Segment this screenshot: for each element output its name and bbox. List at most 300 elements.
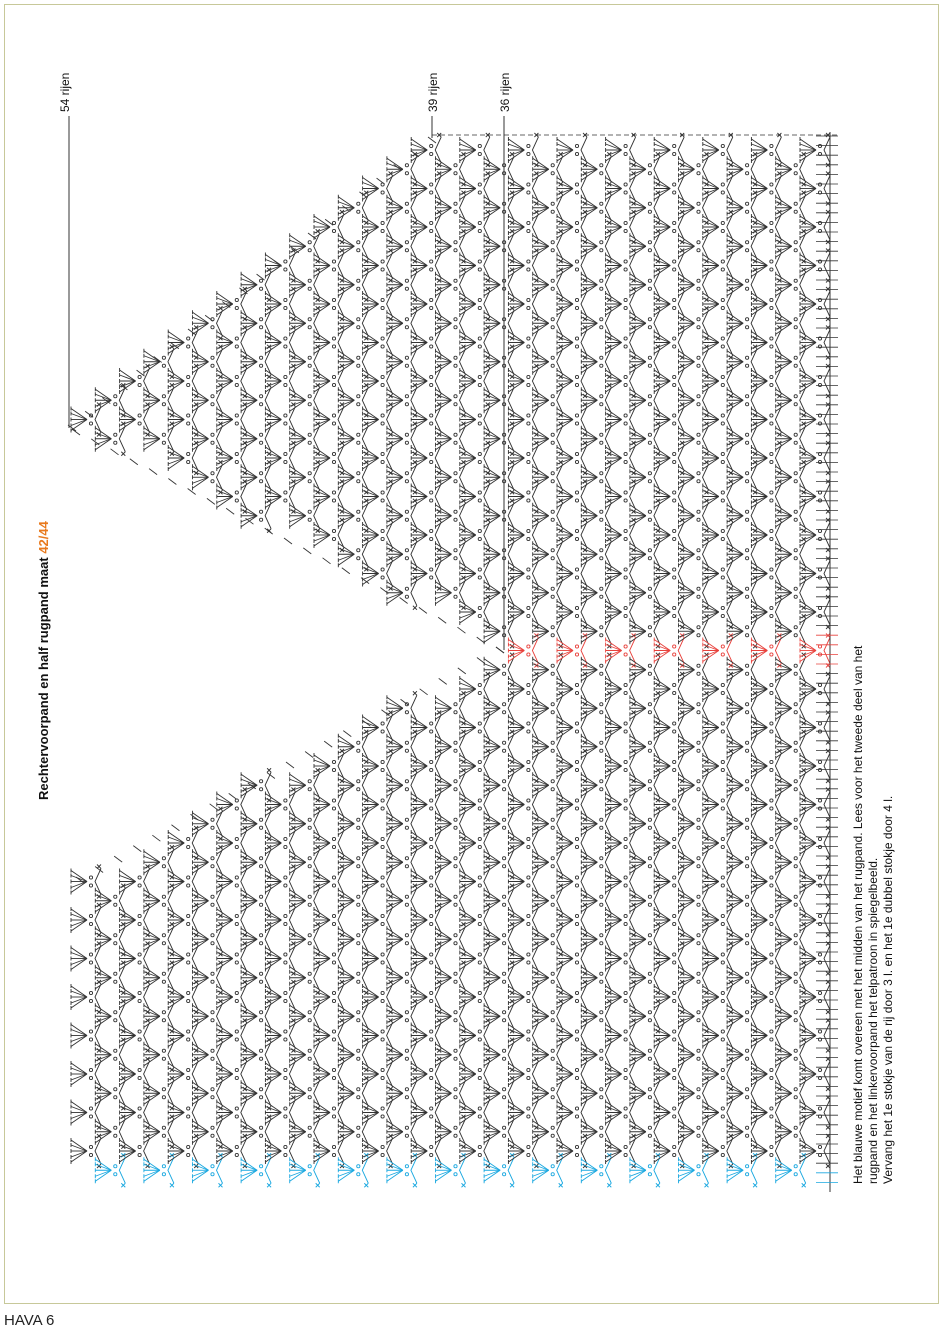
stitch-motif [363,865,393,899]
stitch-motif [484,1076,514,1110]
stitch-motif [460,749,490,783]
stitch-motif [217,942,247,976]
stitch-motif [776,807,806,841]
stitch-motif [606,1019,636,1053]
stitch-motif [776,961,806,995]
stitch-motif [363,480,393,514]
stitch-motif [727,460,757,494]
stitch-motif [338,807,368,841]
stitch-motif [800,249,830,283]
stitch-motif [630,152,660,186]
stitch-motif [776,845,806,879]
stitch-motif [290,845,320,879]
stitch-motif [436,1038,466,1072]
stitch-motif [630,884,660,918]
stitch-motif [363,557,393,591]
stitch-motif [654,903,684,937]
stitch-motif [241,268,271,302]
stitch-motif [460,672,490,706]
chart-title-size: 42/44 [36,521,51,554]
stitch-motif [751,980,781,1014]
stitch-motif [800,172,830,206]
stitch-motif [727,884,757,918]
stitch-motif [460,249,490,283]
stitch-motif [484,268,514,302]
stitch-motif [411,1057,441,1091]
stitch-motif [654,942,684,976]
stitch-motif [654,210,684,244]
stitch-motif [314,1057,344,1091]
stitch-motif [265,942,295,976]
stitch-motif [217,1134,247,1168]
stitch-motif [679,460,709,494]
stitch-motif [241,1076,271,1110]
stitch-motif [265,326,295,360]
stitch-motif [654,1057,684,1091]
stitch-motif [460,1057,490,1091]
stitch-motif [241,884,271,918]
stitch-motif [606,672,636,706]
stitch-motif [484,229,514,263]
stitch-motif [460,364,490,398]
stitch-motif [265,788,295,822]
stitch-motif [241,499,271,533]
stitch-motif [411,518,441,552]
stitch-motif [606,980,636,1014]
stitch-motif [168,326,198,360]
stitch-motif [654,788,684,822]
stitch-motif [71,903,101,937]
stitch-motif [557,210,587,244]
stitch-motif [436,691,466,725]
stitch-motif [630,807,660,841]
stitch-motif [508,441,538,475]
stitch-motif [314,980,344,1014]
stitch-motif [703,403,733,437]
stitch-motif [217,441,247,475]
stitch-motif [727,807,757,841]
stitch-motif [314,403,344,437]
stitch-motif [751,287,781,321]
edge-mark [343,731,351,737]
stitch-motif [290,229,320,263]
stitch-motif [751,634,781,668]
stitch-motif [314,826,344,860]
stitch-motif [727,768,757,802]
stitch-motif [751,788,781,822]
stitch-motif [581,191,611,225]
stitch-motif [508,749,538,783]
edge-mark [133,846,141,852]
edge-mark [152,835,160,841]
stitch-motif [411,1019,441,1053]
stitch-motif [508,865,538,899]
stitch-motif [606,1134,636,1168]
stitch-motif [95,1038,125,1072]
stitch-motif [411,287,441,321]
stitch-motif [144,1076,174,1110]
stitch-motif [484,1115,514,1149]
stitch-motif [193,460,223,494]
stitch-motif [460,942,490,976]
stitch-motif [533,1076,563,1110]
stitch-motif [168,364,198,398]
stitch-motif [387,768,417,802]
stitch-motif [581,1153,611,1187]
stitch-motif [533,884,563,918]
stitch-motif [338,730,368,764]
stitch-motif [193,1153,223,1187]
stitch-motif [120,980,150,1014]
stitch-motif [460,557,490,591]
stitch-motif [679,383,709,417]
stitch-motif [120,1096,150,1130]
stitch-motif [120,942,150,976]
stitch-motif [217,480,247,514]
stitch-motif [484,1038,514,1072]
stitch-motif [387,345,417,379]
stitch-motif-grid [68,133,830,1187]
stitch-motif [654,403,684,437]
stitch-motif [727,999,757,1033]
stitch-motif [654,1096,684,1130]
stitch-motif [630,922,660,956]
stitch-motif [387,922,417,956]
stitch-motif [484,383,514,417]
stitch-motif [800,672,830,706]
edge-mark [188,488,196,494]
stitch-motif [95,1115,125,1149]
stitch-motif [265,903,295,937]
stitch-motif [217,287,247,321]
stitch-motif [606,1057,636,1091]
stitch-motif [800,480,830,514]
stitch-motif [679,845,709,879]
stitch-motif [557,595,587,629]
stitch-motif [703,172,733,206]
stitch-motif [290,460,320,494]
stitch-motif [363,1019,393,1053]
stitch-motif [630,1115,660,1149]
stitch-motif [338,1076,368,1110]
stitch-motif [144,961,174,995]
stitch-motif [314,903,344,937]
stitch-motif [193,884,223,918]
stitch-motif [679,653,709,687]
stitch-motif [679,614,709,648]
stitch-motif [581,268,611,302]
stitch-motif [290,999,320,1033]
stitch-motif [193,345,223,379]
stitch-motif [776,768,806,802]
stitch-motif [193,1038,223,1072]
note-line-3: Vervang het 1e stokje van de rij door 3 l. en het 1e dubbel stokje door 4 l. [881,795,895,1184]
stitch-motif [120,1057,150,1091]
stitch-motif [290,922,320,956]
stitch-motif [751,403,781,437]
stitch-motif [581,1038,611,1072]
stitch-motif [338,884,368,918]
stitch-motif [703,980,733,1014]
stitch-motif [436,961,466,995]
stitch-motif [363,249,393,283]
stitch-motif [630,229,660,263]
stitch-motif [241,845,271,879]
stitch-motif [703,518,733,552]
stitch-motif [533,268,563,302]
stitch-motif [557,287,587,321]
stitch-motif [679,922,709,956]
stitch-motif [557,672,587,706]
stitch-motif [533,614,563,648]
stitch-motif [436,807,466,841]
stitch-motif [533,345,563,379]
stitch-motif [71,865,101,899]
stitch-motif [168,1096,198,1130]
stitch-motif [606,903,636,937]
stitch-motif [484,614,514,648]
stitch-motif [144,1038,174,1072]
stitch-motif [630,576,660,610]
stitch-motif [144,845,174,879]
stitch-motif [533,306,563,340]
stitch-motif [679,1115,709,1149]
edge-mark [303,548,311,554]
stitch-motif [581,999,611,1033]
stitch-motif [533,152,563,186]
stitch-motif [265,441,295,475]
edge-mark [420,689,428,695]
stitch-motif [193,1115,223,1149]
stitch-motif [679,191,709,225]
stitch-motif [387,1115,417,1149]
stitch-motif [508,287,538,321]
stitch-motif [800,403,830,437]
stitch-motif [800,903,830,937]
stitch-motif [557,826,587,860]
stitch-motif [363,826,393,860]
stitch-motif [508,1096,538,1130]
edge-mark [188,329,196,335]
edge-mark [226,508,234,514]
stitch-motif [606,595,636,629]
stitch-motif [290,268,320,302]
stitch-motif [411,788,441,822]
stitch-motif [800,711,830,745]
stitch-motif [241,1115,271,1149]
stitch-motif [800,980,830,1014]
stitch-motif [241,1153,271,1187]
stitch-motif [606,518,636,552]
stitch-motif [290,383,320,417]
stitch-motif [776,460,806,494]
stitch-motif [776,999,806,1033]
stitch-motif [727,1038,757,1072]
stitch-motif [363,172,393,206]
stitch-motif [508,711,538,745]
stitch-motif [679,229,709,263]
stitch-motif [193,961,223,995]
stitch-motif [387,383,417,417]
edge-mark [458,668,466,674]
stitch-motif [144,884,174,918]
stitch-motif [168,903,198,937]
edge-mark [284,538,292,544]
stitch-motif [338,922,368,956]
stitch-motif [241,922,271,956]
stitch-motif [508,903,538,937]
edge-mark [419,607,427,613]
stitch-motif [703,480,733,514]
stitch-motif [727,1076,757,1110]
stitch-motif [776,499,806,533]
stitch-motif [606,826,636,860]
stitch-motif [387,576,417,610]
stitch-motif [387,807,417,841]
stitch-motif [776,383,806,417]
stitch-motif [314,1096,344,1130]
stitch-motif [654,865,684,899]
stitch-motif [630,268,660,302]
stitch-motif [265,1096,295,1130]
stitch-motif [436,152,466,186]
stitch-motif [508,133,538,167]
stitch-motif [703,1019,733,1053]
stitch-motif [654,672,684,706]
stitch-motif [411,1096,441,1130]
stitch-motif [776,191,806,225]
edge-mark [171,825,179,831]
edge-mark [477,637,485,643]
stitch-motif [727,422,757,456]
stitch-motif [606,403,636,437]
stitch-motif [533,653,563,687]
stitch-motif [193,845,223,879]
stitch-motif [460,172,490,206]
stitch-motif [776,537,806,571]
stitch-motif [800,634,830,668]
stitch-motif [508,172,538,206]
stitch-motif [776,1038,806,1072]
stitch-motif [654,249,684,283]
stitch-motif [751,1019,781,1053]
stitch-motif [776,1115,806,1149]
stitch-motif [144,383,174,417]
stitch-motif [484,999,514,1033]
stitch-motif [436,730,466,764]
edge-mark [308,233,316,239]
stitch-motif [387,229,417,263]
stitch-motif [508,1057,538,1091]
stitch-motif [484,730,514,764]
stitch-motif [581,653,611,687]
stitch-motif [338,422,368,456]
stitch-motif [703,441,733,475]
stitch-motif [338,499,368,533]
stitch-motif [533,499,563,533]
stitch-motif [776,691,806,725]
stitch-motif [581,229,611,263]
stitch-motif [436,422,466,456]
stitch-motif [436,1076,466,1110]
stitch-motif [71,1057,101,1091]
stitch-motif [533,1153,563,1187]
stitch-motif [241,345,271,379]
stitch-motif [460,480,490,514]
stitch-motif [460,287,490,321]
stitch-motif [411,557,441,591]
stitch-motif [703,1057,733,1091]
stitch-motif [314,1134,344,1168]
stitch-motif [630,422,660,456]
stitch-motif [338,345,368,379]
stitch-motif [508,403,538,437]
stitch-motif [95,999,125,1033]
stitch-motif [436,499,466,533]
stitch-motif [460,711,490,745]
stitch-motif [168,942,198,976]
stitch-motif [387,537,417,571]
stitch-motif [581,537,611,571]
stitch-motif [411,133,441,167]
stitch-motif [290,884,320,918]
stitch-motif [338,1153,368,1187]
stitch-motif [290,1115,320,1149]
stitch-motif [581,152,611,186]
stitch-motif [751,672,781,706]
stitch-motif [363,326,393,360]
stitch-motif [436,268,466,302]
stitch-motif [411,942,441,976]
stitch-motif [95,922,125,956]
stitch-motif [338,961,368,995]
stitch-motif [581,807,611,841]
stitch-motif [776,1076,806,1110]
stitch-motif [338,306,368,340]
stitch-motif [727,1115,757,1149]
stitch-motif [387,152,417,186]
stitch-motif [411,1134,441,1168]
edge-mark [171,343,179,349]
stitch-motif [508,980,538,1014]
stitch-motif [265,1019,295,1053]
stitch-motif [508,557,538,591]
stitch-motif [654,711,684,745]
stitch-motif [606,557,636,591]
stitch-motif [654,133,684,167]
stitch-motif [800,326,830,360]
stitch-motif [241,768,271,802]
stitch-motif [217,826,247,860]
stitch-motif [95,884,125,918]
stitch-motif [776,730,806,764]
stitch-motif [120,1019,150,1053]
stitch-motif [460,210,490,244]
stitch-motif [557,364,587,398]
stitch-motif [727,922,757,956]
stitch-motif [557,942,587,976]
stitch-motif [630,845,660,879]
stitch-motif [679,1038,709,1072]
stitch-motif [411,711,441,745]
stitch-motif [751,711,781,745]
label-54-rows: 54 rijen [58,72,72,112]
stitch-motif [484,345,514,379]
note-line-2: rugpand en het linkervoorpand het telpatroon in spiegelbeeld. [866,857,880,1184]
stitch-motif [241,460,271,494]
stitch-motif [800,942,830,976]
stitch-motif [217,403,247,437]
